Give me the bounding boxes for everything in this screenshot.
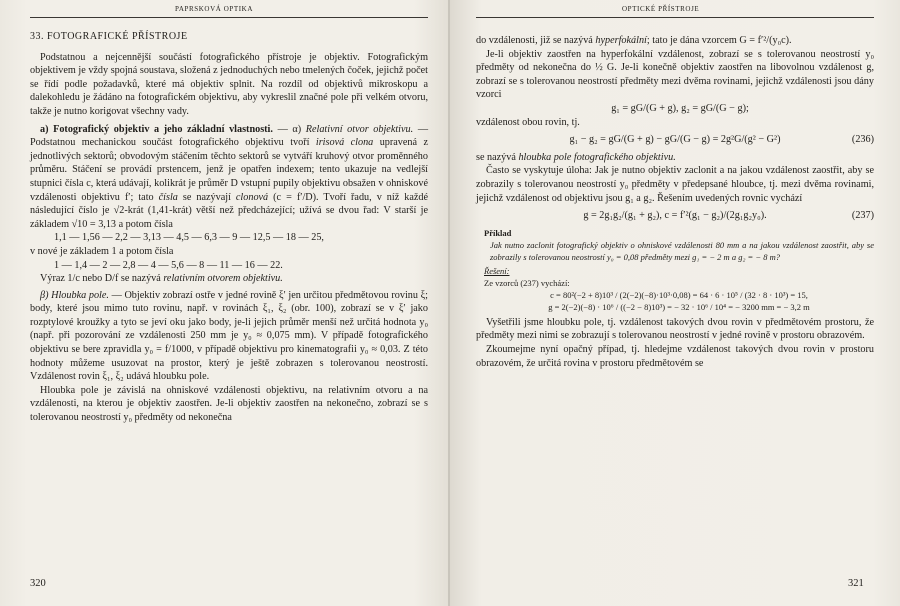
left-running-head: PAPRSKOVÁ OPTIKA <box>175 5 253 13</box>
left-paragraph-3 <box>30 289 428 384</box>
subsection-heading: a) Fotografický objektiv a jeho základní vlastnosti. <box>40 123 273 135</box>
f-number-series-new: 1 — 1,4 — 2 — 2,8 — 4 — 5,6 — 8 — 11 — 16 — 22. <box>54 259 283 271</box>
subheading-depth-of-field: β) Hloubka pole. <box>40 289 109 301</box>
equation-236-body: g₁ − g₂ = gG/(G + g) − gG/(G − g) = 2g²G/(g² − G²) <box>569 134 781 146</box>
solution-c: c = 80²(−2 + 8)10³ / (2(−2)(−8)·10³·0,08) = 64 · 6 · 10⁵ / (32 · 8 · 10³) = 15, <box>550 289 808 300</box>
subheading-relative-aperture: Relativní otvor objektivu. <box>305 123 414 135</box>
right-running-head: OPTICKÉ PŘÍSTROJE <box>622 5 700 13</box>
right-page <box>450 0 900 606</box>
p2-text-b: upravená z jednotlivých sektorů; obvodovým stáčením těchto sektorů se vytváří kruhový otvor proměnného průměru. Stáčení se provádí prstencem, jenž je opatřen indexem; tento ukazuje na vedlejší stupnici čísla c, která udávají, kolikrát je průměr D vstupní pupily objektivu obsažen v ohniskové vzdálenosti objektivu f′; tato <box>30 137 428 203</box>
p2-text-c: se nazývají <box>177 191 236 203</box>
p3-text: — Objektiv zobrazí ostře v jedné rovině ξ′ jen určitou předmětovou rovinu ξ; body, které jsou mimo tuto rovinu, např. v rovinách ξ₁, ξ₂ (obr. 100), zobrazí se v ξ′ jako rozptylové kroužky a tyto se jeví oku jako body, je-li jejich průměr menší než určitá hodnota y₀ (např. při pozorování ze vzdálenosti 250 mm je y₀ ≈ 0,075 mm). V případě fotografického objektivu se bere zpravidla y₀ = f/1000, v případě objektivu pro kinematografii y₀ ≈ 0,03. Z této hodnoty můžeme usuzovat na prostor, který je ještě zobrazen s tolerovanou neostrostí. Vzdálenost rovin ξ₁, ξ₂ udává hloubku pole. <box>30 289 429 383</box>
left-page-number: 320 <box>30 578 46 589</box>
right-header-rule <box>476 17 874 18</box>
right-paragraph-5: Často se vyskytuje úloha: Jak je nutno objektiv zaclonit a na jakou vzdálenost zaostřit, aby se zobrazily s tolerovanou neostrostí y₀ předměty v předepsané hloubce, tj. mezi dvěma rovinami, jejichž vzdálenost od objektivu jsou g₁ a g₂. Řešením uvedených rovnic vychází <box>476 165 874 204</box>
relative-aperture-line <box>30 272 428 286</box>
term-relative-aperture: relativním otvorem objektivu. <box>163 273 283 285</box>
p2-text-d: (c = f′/D). Tvoří řadu, v níž každé následující číslo je √2-krát (1,41-krát) větší než předcházející; užívá se dvou řad: V starší je základem √10 = 3,13 a potom čísla <box>30 191 428 230</box>
r1-text-b: ; tato je dána vzorcem G = f′²/(y₀c). <box>646 35 792 46</box>
right-body <box>476 34 874 370</box>
equation-237-body: g = 2g₁g₂/(g₁ + g₂), c = f′²(g₁ − g₂)/(2g₁g₂y₀). <box>583 210 767 222</box>
term-iris-diaphragm: irisová clona <box>315 137 374 149</box>
right-paragraph-6: Vyšetřili jsme hloubku pole, tj. vzdálenost takových dvou rovin v předmětovém prostoru, že předměty mezi nimi se zobrazují s tolerovanou neostrostí v jedné rovině v prostoru obrazovém. <box>476 316 874 342</box>
p2-text-a: — Podstatnou mechanickou součást fotografického objektivu tvoří <box>30 123 429 149</box>
right-paragraph-3: vzdálenost obou rovin, tj. <box>476 116 580 128</box>
example-block <box>484 227 874 313</box>
right-paragraph-2: Je-li objektiv zaostřen na hyperfokální vzdálenost, zobrazí se s tolerovanou neostrostí y₀ předměty od nekonečna do ½ G. Je-li konečně objektiv zaostřen na libovolnou vzdálenost g, zobrazí se s tolerovanou neostrostí předměty mezi dvěma rovinami, jejichž vzdálenosti jsou dány vzorci <box>476 48 874 101</box>
rel-text-a: Výraz 1/c nebo D/f se nazývá <box>40 273 164 285</box>
section-title: 33. FOTOGRAFICKÉ PŘÍSTROJE <box>30 31 188 42</box>
left-paragraph-2 <box>30 123 428 232</box>
p2-dash: — α) <box>272 123 306 135</box>
series-middle-text: v nové je základem 1 a potom čísla <box>30 245 174 257</box>
left-paragraph-4: Hloubka pole je závislá na ohniskové vzdálenosti objektivu, na relativním otvoru a na vzdálenosti, na kterou je objektiv zaostřen. Je-li objektiv zaostřen na nekonečno, zobrazí se s tolerovanou neostrostí y₀ předměty od nekonečna <box>30 384 428 424</box>
right-paragraph-7: Zkoumejme nyní opačný případ, tj. hledejme vzdálenost takových dvou rovin v prostoru obrazovém, že určitá rovina v prostoru předmětovém se <box>476 343 874 369</box>
left-paragraph-1: Podstatnou a nejcennější součástí fotografického přístroje je objektiv. Fotografickým objektivem je vždy spojná soustava, složená z jednoduchých nebo tmelených čoček, jejichž počet se řídí podle požadavků, které má objektiv splnit. Na rozdíl od objektivů mikroskopu a dalekohledu je žádáno na fotografickém objektivu, aby vykreslil značné pole při velkém otvoru, takže je nutno korigovat všechny vady. <box>30 51 428 117</box>
equation-g1-g2: g₁ = gG/(G + g), g₂ = gG/(G − g); <box>611 102 749 114</box>
term-depth-of-field: hloubka pole fotografického objektivu. <box>518 151 676 163</box>
equation-236 <box>476 133 874 147</box>
equation-237-number: (237) <box>851 210 874 222</box>
right-paragraph-1 <box>476 34 874 48</box>
term-hyperfocal: hyperfokální <box>595 35 647 46</box>
example-title: Příklad <box>484 227 512 238</box>
equation-237 <box>476 209 874 223</box>
right-page-number: 321 <box>848 578 864 589</box>
example-text: Jak nutno zaclonit fotografický objektiv o ohniskové vzdálenosti 80 mm a na jakou vzdálenost zaostřit, aby se zobrazily s tolerovanou neostrostí y₀ = 0,08 předměty mezi g₁ = − 2 m a g₂ = − 8 m? <box>490 239 874 262</box>
left-header-rule <box>30 17 428 18</box>
f-number-series-old: 1,1 — 1,56 — 2,2 — 3,13 — 4,5 — 6,3 — 9 — 12,5 — 18 — 25, <box>54 232 324 244</box>
solution-title: Řešení: <box>484 265 510 276</box>
right-paragraph-4 <box>476 151 874 165</box>
solution-g: g = 2(−2)(−8) · 10⁶ / ((−2 − 8)10³) = − 32 · 10⁶ / 10⁴ = − 3200 mm = − 3,2 m <box>548 301 810 312</box>
term-cisla: čísla <box>158 191 178 203</box>
left-body <box>30 30 428 425</box>
equation-236-number: (236) <box>851 134 874 146</box>
r4-text-a: se nazývá <box>476 151 519 163</box>
r1-text-a: do vzdálenosti, již se nazývá <box>476 35 596 46</box>
term-clonova: clonová <box>235 191 269 203</box>
solution-intro: Ze vzorců (237) vychází: <box>484 277 570 288</box>
